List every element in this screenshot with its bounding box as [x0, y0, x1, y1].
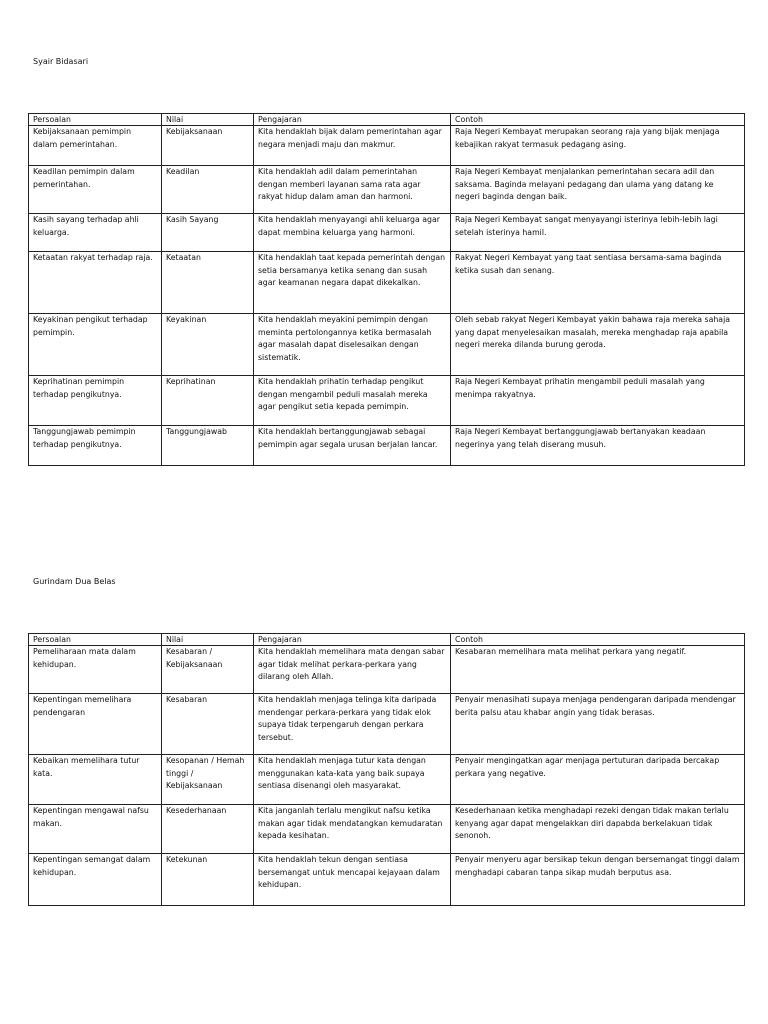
table-header-row	[29, 634, 745, 646]
cell-nilai: Tanggungjawab	[162, 426, 254, 466]
cell-pengajaran: Kita hendaklah bertanggungjawab sebagai pemimpin agar segala urusan berjalan lancar.	[254, 426, 451, 466]
header-pengajaran: Pengajaran	[254, 634, 451, 646]
header-contoh: Contoh	[451, 634, 745, 646]
cell-persoalan: Keadilan pemimpin dalam pemerintahan.	[29, 166, 162, 214]
table-row	[29, 646, 745, 694]
cell-nilai: Keadilan	[162, 166, 254, 214]
cell-nilai: Kebijaksanaan	[162, 126, 254, 166]
header-nilai: Nilai	[162, 114, 254, 126]
cell-pengajaran: Kita hendaklah prihatin terhadap pengikut dengan mengambil peduli masalah mereka agar pengikut setia kepada pemimpin.	[254, 376, 451, 426]
cell-pengajaran: Kita janganlah terlalu mengikut nafsu ketika makan agar tidak mendatangkan kemudaratan kepada kesihatan.	[254, 805, 451, 854]
table-row	[29, 694, 745, 755]
section-title: Syair Bidasari	[33, 57, 89, 66]
table-row	[29, 854, 745, 906]
cell-nilai: Kasih Sayang	[162, 214, 254, 252]
table-row	[29, 755, 745, 805]
cell-persoalan: Kasih sayang terhadap ahli keluarga.	[29, 214, 162, 252]
cell-contoh: Rakyat Negeri Kembayat yang taat sentiasa bersama-sama baginda ketika susah dan senang.	[451, 252, 745, 314]
cell-contoh: Kesabaran memelihara mata melihat perkara yang negatif.	[451, 646, 745, 694]
cell-nilai: Kesabaran	[162, 694, 254, 755]
header-pengajaran: Pengajaran	[254, 114, 451, 126]
cell-nilai: Ketaatan	[162, 252, 254, 314]
header-persoalan: Persoalan	[29, 634, 162, 646]
table-header-row	[29, 114, 745, 126]
cell-persoalan: Keyakinan pengikut terhadap pemimpin.	[29, 314, 162, 376]
table-row	[29, 314, 745, 376]
cell-pengajaran: Kita hendaklah meyakini pemimpin dengan meminta pertolongannya ketika bermasalah agar masalah dapat diselesaikan dengan sistematik.	[254, 314, 451, 376]
cell-pengajaran: Kita hendaklah adil dalam pemerintahan dengan memberi layanan sama rata agar rakyat hidup dalam aman dan harmoni.	[254, 166, 451, 214]
cell-persoalan: Pemeliharaan mata dalam kehidupan.	[29, 646, 162, 694]
table-row	[29, 376, 745, 426]
cell-nilai: Keprihatinan	[162, 376, 254, 426]
cell-contoh: Kesederhanaan ketika menghadapi rezeki dengan tidak makan terlalu kenyang agar dapat mengelakkan diri dapabda berkelakuan tidak senonoh.	[451, 805, 745, 854]
cell-contoh: Penyair mengingatkan agar menjaga pertuturan daripada bercakap perkara yang negative.	[451, 755, 745, 805]
syair-bidasari-table	[28, 113, 745, 466]
cell-nilai: Kesederhanaan	[162, 805, 254, 854]
cell-pengajaran: Kita hendaklah taat kepada pemerintah dengan setia bersamanya ketika senang dan susah agar keamanan negara dapat dikekalkan.	[254, 252, 451, 314]
table-row	[29, 126, 745, 166]
table-row	[29, 426, 745, 466]
table-row	[29, 166, 745, 214]
cell-pengajaran: Kita hendaklah menjaga telinga kita daripada mendengar perkara-perkara yang tidak elok supaya tidak terpengaruh dengan perkara tersebut.	[254, 694, 451, 755]
cell-pengajaran: Kita hendaklah bijak dalam pemerintahan agar negara menjadi maju dan makmur.	[254, 126, 451, 166]
cell-persoalan: Kebijaksanaan pemimpin dalam pemerintahan.	[29, 126, 162, 166]
cell-nilai: Ketekunan	[162, 854, 254, 906]
cell-contoh: Raja Negeri Kembayat merupakan seorang raja yang bijak menjaga kebajikan rakyat termasuk pedagang asing.	[451, 126, 745, 166]
cell-contoh: Penyair menyeru agar bersikap tekun dengan bersemangat tinggi dalam menghadapi cabaran tanpa sikap mudah berputus asa.	[451, 854, 745, 906]
cell-persoalan: Kebaikan memelihara tutur kata.	[29, 755, 162, 805]
table-row	[29, 252, 745, 314]
cell-persoalan: Tanggungjawab pemimpin terhadap pengikutnya.	[29, 426, 162, 466]
cell-contoh: Oleh sebab rakyat Negeri Kembayat yakin bahawa raja mereka sahaja yang dapat menyelesaikan masalah, mereka menghadap raja apabila negeri mereka dilanda burung geroda.	[451, 314, 745, 376]
cell-contoh: Raja Negeri Kembayat prihatin mengambil peduli masalah yang menimpa rakyatnya.	[451, 376, 745, 426]
cell-pengajaran: Kita hendaklah memelihara mata dengan sabar agar tidak melihat perkara-perkara yang dilarang oleh Allah.	[254, 646, 451, 694]
cell-pengajaran: Kita hendaklah menjaga tutur kata dengan menggunakan kata-kata yang baik supaya sentiasa disenangi oleh masyarakat.	[254, 755, 451, 805]
cell-pengajaran: Kita hendaklah menyayangi ahli keluarga agar dapat membina keluarga yang harmoni.	[254, 214, 451, 252]
cell-nilai: Keyakinan	[162, 314, 254, 376]
cell-contoh: Penyair menasihati supaya menjaga pendengaran daripada mendengar berita palsu atau khabar angin yang tidak berasas.	[451, 694, 745, 755]
header-persoalan: Persoalan	[29, 114, 162, 126]
header-contoh: Contoh	[451, 114, 745, 126]
cell-persoalan: Kepentingan memelihara pendengaran	[29, 694, 162, 755]
gurindam-dua-belas-table	[28, 633, 745, 906]
cell-persoalan: Kepentingan mengawal nafsu makan.	[29, 805, 162, 854]
header-nilai: Nilai	[162, 634, 254, 646]
cell-persoalan: Keprihatinan pemimpin terhadap pengikutnya.	[29, 376, 162, 426]
table-row	[29, 214, 745, 252]
cell-pengajaran: Kita hendaklah tekun dengan sentiasa bersemangat untuk mencapai kejayaan dalam kehidupan.	[254, 854, 451, 906]
cell-nilai: Kesabaran / Kebijaksanaan	[162, 646, 254, 694]
cell-contoh: Raja Negeri Kembayat sangat menyayangi isterinya lebih-lebih lagi setelah isterinya hamil.	[451, 214, 745, 252]
cell-persoalan: Ketaatan rakyat terhadap raja.	[29, 252, 162, 314]
cell-persoalan: Kepentingan semangat dalam kehidupan.	[29, 854, 162, 906]
section-title: Gurindam Dua Belas	[33, 577, 116, 586]
cell-contoh: Raja Negeri Kembayat menjalankan pemerintahan secara adil dan saksama. Baginda melayani pedagang dan ulama yang datang ke negeri baginda dengan baik.	[451, 166, 745, 214]
table-row	[29, 805, 745, 854]
cell-nilai: Kesopanan / Hemah tinggi / Kebijaksanaan	[162, 755, 254, 805]
cell-contoh: Raja Negeri Kembayat bertanggungjawab bertanyakan keadaan negerinya yang telah diserang musuh.	[451, 426, 745, 466]
